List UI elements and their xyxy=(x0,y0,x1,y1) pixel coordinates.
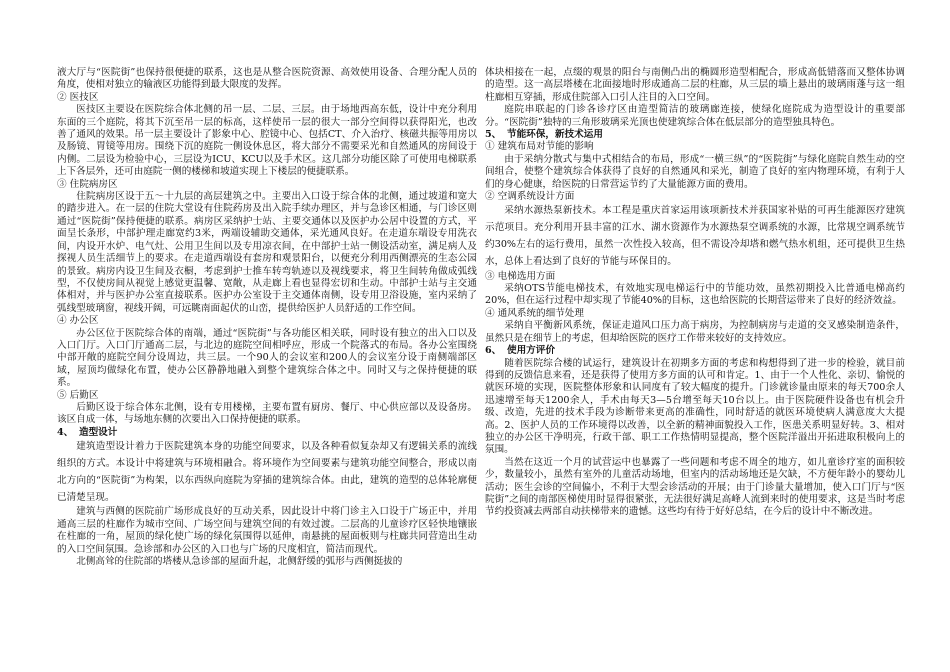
left-subsection-heading: ② 医技区 xyxy=(57,91,99,103)
left-paragraph: 北侧高耸的住院部的塔楼从急诊部的屋面升起，北侧舒缓的弧形与西侧挺拔的 xyxy=(76,556,403,567)
left-paragraph: 建筑与西侧的医院前广场形成良好的互动关系，因此设计中将门诊主入口设于广场正中，并用通高三层的柱廊作为城市空间、广场空间与建筑空间的有效过渡。二层高的儿童诊疗区轻快地镶嵌在柱廊的一角，屋顶的绿化使广场的绿化氛围得以延伸，南悬挑的屋面板则与柱廊共同营造出生动的入口空间氛围。急诊部和办公区的入口也与广场的尺度相宜，简洁而现代。 xyxy=(57,506,477,555)
section-title: 使用方评价 xyxy=(507,345,555,357)
right-subsection-heading: ② 空调系统设计方面 xyxy=(485,191,575,203)
left-paragraph: 后勤区设于综合体东北侧，设有专用楼梯，主要布置有厨房、餐厅、中心供应部以及设备房。该区自成一体，与场地东侧的次要出入口保持便捷的联系。 xyxy=(57,401,477,426)
left-paragraph: 液大厅与“医院街”也保持很便捷的联系，这也是从整合医院资源、高效使用设备、合理分配人员的角度，使相对独立的输液区功能得到最大限度的发挥。 xyxy=(57,67,477,91)
left-column xyxy=(57,67,477,568)
right-paragraph: 体块相接在一起，点缀的观景的阳台与南侧凸出的椭圆形造型相配合，形成高低错落而又整体协调的造型。这一高层塔楼在北面接地时形成通高二层的柱廊，从三层的墙上悬出的玻璃雨蓬与这一组柱廊相互穿插，形成住院部入口引人注目的入口空间。 xyxy=(485,67,905,103)
right-paragraph: 随着医院综合楼的试运行，建筑设计在初期多方面的考虑和构想得到了进一步的检验，就目前得到的反馈信息来看，还是获得了使用方多方面的认可和肯定。1、由于一个人性化、亲切、愉悦的就医环境的实现，医院整体形象和认同度有了较大幅度的提升。门诊就诊量由原来的每天700余人迅速增至每天1200余人，手术由每天3—5台增至每天10台以上。由于医院硬件设备也有机会升级、改造，先进的技术手段为诊断带来更高的准确性，同时舒适的就医环境使病人满意度大大提高。2、医护人员的工作环境得以改善，以全新的精神面貌投入工作，医患关系明显好转。3、相对独立的办公区干净明亮，行政干部、职工工作热情明显提高，整个医院洋溢出开拓进取积极向上的氛围。 xyxy=(485,357,905,456)
right-paragraph: 由于采纳分散式与集中式相结合的布局，形成“一横三纵”的“医院街”与绿化庭院自然生动的空间组合，使整个建筑综合体获得了良好的自然通风和采光，制造了良好的室内物理环境，有利于人们的身心健康，给医院的日常营运节约了大量能源方面的费用。 xyxy=(485,153,905,190)
right-subsection-heading: ① 建筑布局对节能的影响 xyxy=(485,141,594,153)
right-section-heading xyxy=(485,129,905,141)
right-paragraph: 采纳OTS节能电梯技术，有效地实现电梯运行中的节能功效，虽然初期投入比普通电梯高约20%，但在运行过程中却实现了节能40%的目标，这也给医院的长期营运带来了良好的经济效益。 xyxy=(485,283,905,307)
right-paragraph: 采纳水源热泵新技术。本工程是重庆首家运用该项新技术并获国家补贴的可再生能源医疗建筑示范项目。充分利用开县丰富的江水、湖水资源作为水源热泵空调系统的水源，比常规空调系统节约30%左右的运行费用，虽然一次性投入较高，但不需设冷却塔和燃气热水机组，还可提供卫生热水，总体上看达到了良好的节能与环保目的。 xyxy=(485,205,905,267)
left-subsection-heading: ⑤ 后勤区 xyxy=(57,389,99,401)
section-number: 5、 xyxy=(485,129,502,141)
left-paragraph: 医技区主要设在医院综合体北侧的吊一层、二层、三层。由于场地西高东低，设计中充分利用东面的三个庭院，将其下沉至吊一层的标高，这样使吊一层的很大一部分空间得以获得阳光，也改善了通风的效果。吊一层主要设计了影象中心、腔镜中心、包括CT、介入治疗、核磁共振等用房以及肠镜、胃镜等用房。围绕下沉的庭院一侧设休息区，将大部分不需要采光和自然通风的房间设于内侧。二层设为检验中心，三层设为ICU、KCU以及手术区。这几部分功能区除了可使用电梯联系上下各层外，还可由庭院一侧的楼梯和坡道实现上下楼层的便捷联系。 xyxy=(57,104,477,178)
right-column xyxy=(485,67,905,519)
right-paragraph: 当然在这近一个月的试营运中也暴露了一些问题和考虑不周全的地方，如儿童诊疗室的面积较少，数量较小，虽然有室外的儿童活动场地，但室内的活动场地还是欠缺，不方便年龄小的婴幼儿活动；医生会诊的空间偏小，不利于大型会诊活动的开展；由于门诊量大量增加，使入口门厅与“医院街”之间的南部医梯使用时显得很紧张，无法很好满足高峰人流到来时的使用要求，这是当时考虑节约投资减去两部自动扶梯带来的遗憾。这些均有待于好好总结，在今后的设计中不断改进。 xyxy=(485,456,905,518)
section-title: 节能环保，新技术运用 xyxy=(507,129,603,141)
left-subsection-heading: ④ 办公区 xyxy=(57,315,99,327)
left-paragraph: 办公区位于医院综合体的南端，通过“医院街”与各功能区相关联，同时设有独立的出入口以及入口门厅。入口门厅通高二层，与北边的庭院空间相呼应，形成一个院落式的布局。各办公室围绕中部开敞的庭院空间分设周边，共三层。一个90人的会议室和200人的会议室分设于南侧端部区域，屋顶均做绿化布置，使办公区静静地融入到整个建筑综合体之中。同时又与之保持便捷的联系。 xyxy=(57,327,477,389)
right-paragraph: 采纳自平衡新风系统，保证走道风口压力高于病房，为控制病房与走道的交叉感染制造条件，虽然只是在细节上的考虑，但却给医院的医疗工作带来较好的支持效应。 xyxy=(485,320,905,344)
right-subsection-heading: ③ 电梯选用方面 xyxy=(485,270,556,282)
left-section-heading xyxy=(57,427,477,439)
section-number: 6、 xyxy=(485,345,502,357)
right-subsection-heading: ④ 通风系统的细节处理 xyxy=(485,307,584,319)
left-subsection-heading: ③ 住院病房区 xyxy=(57,178,118,190)
section-number: 4、 xyxy=(57,426,74,438)
right-paragraph: 庭院串联起的门诊各诊疗区由造型简洁的玻璃廊连接，使绿化庭院成为造型设计的重要部分。“医院街”独特的三角形玻璃采光顶也使建筑综合体在低层部分的造型独具特色。 xyxy=(485,104,905,128)
left-paragraph: 建筑造型设计着力于医院建筑本身的功能空间要求，以及各种看似复杂却又有逻辑关系的流线组织的方式。本设计中将建筑与环境相融合。将环境作为空间要素与建筑功能空间整合，形成以南北方向的“医院街”为构架，以东西纵向庭院为穿插的建筑综合体。由此，建筑的造型的总体轮廓便已清楚呈现。 xyxy=(57,441,477,503)
section-title: 造型设计 xyxy=(79,426,118,438)
left-paragraph: 住院病房区设于五～十九层的高层建筑之中。主要出入口设于综合体的北侧，通过坡道和宽大的踏步进入。在一层的住院大堂设有住院药房及出入院手续办理区，并与急诊区相通，与门诊区则通过“医院街”保持便捷的联系。病房区采纳护士站、主要交通体以及医护办公居中设置的方式，平面呈长条形，中部护理走廊宽约3米，两端设辅助交通体，采光通风良好。在走道东端设专用洗衣间，内设开水炉、电气灶、公用卫生间以及专用凉衣间，在中部护士站一侧设活动室，满足病人及探视人员生活细节上的要求。在走道西端设有套房和观景阳台，以便充分利用西侧漂亮的生态公园的景致。病房内设卫生间及衣橱，考虑到护士推车转弯轨迹以及视线要求，将卫生间转角做成弧线型，不仅使房间从视觉上感觉更温馨、宽敞，从走廊上看也显得宏切和生动。中部护士站与主交通体相对，并与医护办公室直接联系。医护办公室设于主交通体南侧，设专用卫浴设施，室内采纳了弧线型玻璃窗，视线开阔，可远眺南面起伏的山峦，提供给医护人员舒适的工作空间。 xyxy=(57,191,477,314)
right-section-heading xyxy=(485,345,905,357)
